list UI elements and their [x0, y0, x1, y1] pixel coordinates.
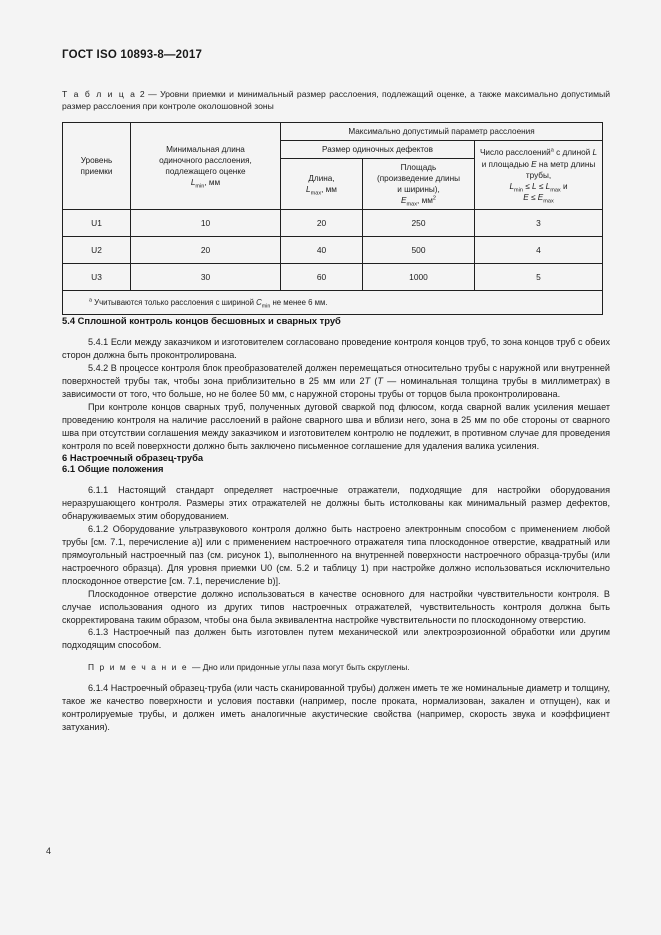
- header-count-l3: трубы,: [525, 170, 552, 180]
- cell-lmin: 10: [131, 210, 281, 237]
- header-count-emax-sub: max: [543, 198, 554, 205]
- header-max-param-group: [281, 122, 603, 140]
- header-defect-area-l1: Площадь: [400, 163, 437, 173]
- header-min-length-symbol: L: [190, 178, 196, 188]
- cell-emax: 250: [363, 210, 475, 237]
- header-defect-length-l1: Длина,: [308, 174, 335, 184]
- header-count-lmax: L: [545, 181, 551, 191]
- table-footnote-row: [63, 291, 603, 315]
- header-defect-length-unit: , мм: [321, 185, 337, 195]
- header-count-l1a: Число расслоений: [479, 148, 551, 158]
- paragraph-5-4-2: [62, 362, 610, 401]
- footnote-text-before: Учитываются только расслоения с шириной: [91, 297, 257, 307]
- note-block: [62, 662, 610, 672]
- header-defect-area-l3: и ширины),: [397, 185, 440, 195]
- cell-level: U2: [63, 237, 131, 264]
- header-min-length-sub: min: [195, 183, 205, 190]
- paragraph-5-4-2-c: — номинальная толщина трубы в миллиметрах) в зависимости от того, что больше, но не более 50 мм, с наружной стороны трубы от торцов была проконтролирована.: [62, 376, 610, 399]
- header-count-emax: E: [537, 192, 544, 202]
- header-count-le2: ≤: [536, 181, 546, 191]
- cell-emax: 500: [363, 237, 475, 264]
- header-min-length-l2: одиночного расслоения,: [159, 156, 252, 166]
- paragraph-5-4-2-b: (: [370, 376, 378, 386]
- header-defect-length: [281, 159, 363, 210]
- cell-emax: 1000: [363, 264, 475, 291]
- table-caption-number: 2 —: [139, 89, 161, 99]
- page-number: 4: [46, 846, 52, 856]
- symbol-T-2: T: [377, 376, 383, 386]
- table-caption-text: Уровни приемки и минимальный размер расслоения, подлежащий оценке, а также максимально допустимый размер расслоения при контроле околошовной зоны: [62, 89, 610, 112]
- footnote-symbol-sub: min: [261, 303, 271, 310]
- cell-lmin: 20: [131, 237, 281, 264]
- header-defect-area-unit: , мм: [417, 196, 433, 206]
- header-count-lmax-sub: max: [550, 187, 561, 194]
- header-acceptance-level-text: Уровень приемки: [80, 156, 113, 177]
- header-count-lmin: L: [509, 181, 514, 191]
- header-count-l-mid: L: [532, 181, 537, 191]
- header-count-e: E: [523, 192, 529, 202]
- header-count-l1b: с длиной: [553, 148, 593, 158]
- header-count-lmin-sub: min: [514, 187, 523, 194]
- table-row: [63, 237, 603, 264]
- cell-count: 4: [475, 237, 603, 264]
- header-count-and: и: [560, 181, 568, 191]
- cell-lmin: 30: [131, 264, 281, 291]
- header-defect-length-sub: max: [310, 190, 322, 197]
- header-defect-area: [363, 159, 475, 210]
- header-min-length-l1: Минимальная длина: [166, 144, 245, 154]
- paragraph-5-4-1: 5.4.1 Если между заказчиком и изготовителем согласовано проведение контроля концов труб, то зона концов труб с обеих сторон должна быть проконтролирована.: [62, 337, 610, 361]
- header-defect-area-exp: 2: [432, 195, 436, 202]
- cell-count: 5: [475, 264, 603, 291]
- acceptance-levels-table: [62, 122, 603, 315]
- header-count-symbol-e: E: [531, 159, 537, 169]
- header-single-defect-group: [281, 140, 475, 158]
- header-defect-area-l2: (произведение длины: [376, 174, 460, 184]
- cell-level: U3: [63, 264, 131, 291]
- paragraph-5-4-2-second: При контроле концов сварных труб, полученных дуговой сваркой под флюсом, когда сварной валик усиления мешает проведению контроля на наличие расслоений в районе сварного шва и вблизи него, зона в 25 мм по обе стороны от сварного шва при отсутствии соглашения между заказчиком и изготовителем контролю не подлежит, в противном случае для проведения контроля по всей поверхности должно быть заключено письменное соглашение для удаления валика усиления.: [62, 401, 610, 451]
- table-row: [63, 264, 603, 291]
- header-count-symbol-l: L: [592, 148, 598, 158]
- header-min-length: [131, 122, 281, 209]
- paragraph-5-4-2-a: 5.4.2 В процессе контроля блок преобразователей должен перемещаться относительно трубы с наружной или внутренней поверхностей трубы так, чтобы зона приблизительно в 25 мм или 2: [62, 363, 610, 386]
- cell-count: 3: [475, 210, 603, 237]
- paragraph-6-1-4: 6.1.4 Настроечный образец-труба (или часть сканированной трубы) должен иметь те же номинальные диаметр и толщину, такое же качество поверхности и условия поставки (например, после проката, нормализован, закален и отпущен), как и контролируемые трубы, и должен иметь аналогичные акустические свойства (например, скорость звука и коэффициент затухания).: [62, 683, 610, 732]
- note-text: — Дно или придонные углы паза могут быть скруглены.: [192, 662, 410, 673]
- table-footnote: [63, 291, 603, 315]
- cell-level: U1: [63, 210, 131, 237]
- paragraph-6-1-2: 6.1.2 Оборудование ультразвукового контроля должно быть настроено электронным способом с применением любой трубы [см. 7.1, перечисление a)] или с применением настроечного отражателя типа плоскодонное отверстие, квадратный или прямоугольный настроечный паз (см. рисунок 1), выполненного на внутренней поверхности настроечного образца-трубы (или настроечного образца). Для уровня приемки U0 (см. 5.2 и таблицу 1) при настройке должно использоваться исключительно плоскодонное отверстие [см. 7.1, перечисление b)].: [62, 524, 610, 586]
- table-header-row-1: [63, 122, 603, 140]
- cell-lmax: 60: [281, 264, 363, 291]
- symbol-T-1: T: [364, 376, 371, 386]
- header-min-length-unit: , мм: [204, 178, 221, 188]
- table-caption-label: Т а б л и ц а: [62, 89, 137, 99]
- header-acceptance-level: [63, 122, 131, 209]
- paragraph-6-1-3: 6.1.3 Настроечный паз должен быть изготовлен путем механической или электроэрозионной обработки или другим подходящим способом.: [62, 627, 610, 651]
- header-count-l2b: на метр длины: [536, 159, 596, 169]
- cell-lmax: 20: [281, 210, 363, 237]
- heading-6: 6 Настроечный образец-труба: [62, 452, 204, 464]
- heading-6-1: 6.1 Общие положения: [62, 463, 164, 475]
- table-row: [63, 210, 603, 237]
- paragraph-6-1-2-second: Плоскодонное отверстие должно использоваться в качестве основного для настройки чувствительности контроля. В случае использования одного из других типов настроечных отражателей, чувствительность контроля должна быть скорректирована таким образом, чтобы она была эквивалентна настройке чувствительности по плоскодонному отверстию.: [62, 588, 610, 625]
- footnote-mark: a: [89, 296, 92, 303]
- header-count-le1: ≤: [522, 181, 533, 191]
- header-defect-area-symbol: E: [401, 196, 407, 206]
- header-min-length-l3: подлежащего оценке: [165, 167, 246, 177]
- footnote-text-after: не менее 6 мм.: [270, 297, 328, 307]
- document-header: ГОСТ ISO 10893-8—2017: [62, 49, 203, 61]
- header-count-le3: ≤: [528, 192, 538, 202]
- heading-5-4: 5.4 Сплошной контроль концов бесшовных и сварных труб: [62, 315, 341, 327]
- header-single-defect-group-text: Размер одиночных дефектов: [322, 144, 433, 154]
- header-defect-area-sub: max: [406, 201, 418, 208]
- table-caption: [62, 88, 610, 113]
- header-count-l2a: и площадью: [481, 159, 532, 169]
- note-label: П р и м е ч а н и е: [88, 662, 193, 673]
- cell-lmax: 40: [281, 237, 363, 264]
- header-defect-length-symbol: L: [306, 185, 311, 195]
- header-max-param-group-text: Максимально допустимый параметр расслоения: [348, 126, 535, 136]
- footnote-symbol: C: [256, 297, 262, 307]
- header-count-footmark: a: [550, 147, 554, 154]
- page-content: [62, 0, 610, 734]
- paragraph-6-1-1: 6.1.1 Настоящий стандарт определяет настроечные отражатели, подходящие для настройки оборудования неразрушающего контроля. Размеры этих отражателей не должны быть истолкованы как минимальный размер дефектов, обнаруживаемых этим оборудованием.: [62, 485, 610, 522]
- header-lamination-count: [475, 140, 603, 209]
